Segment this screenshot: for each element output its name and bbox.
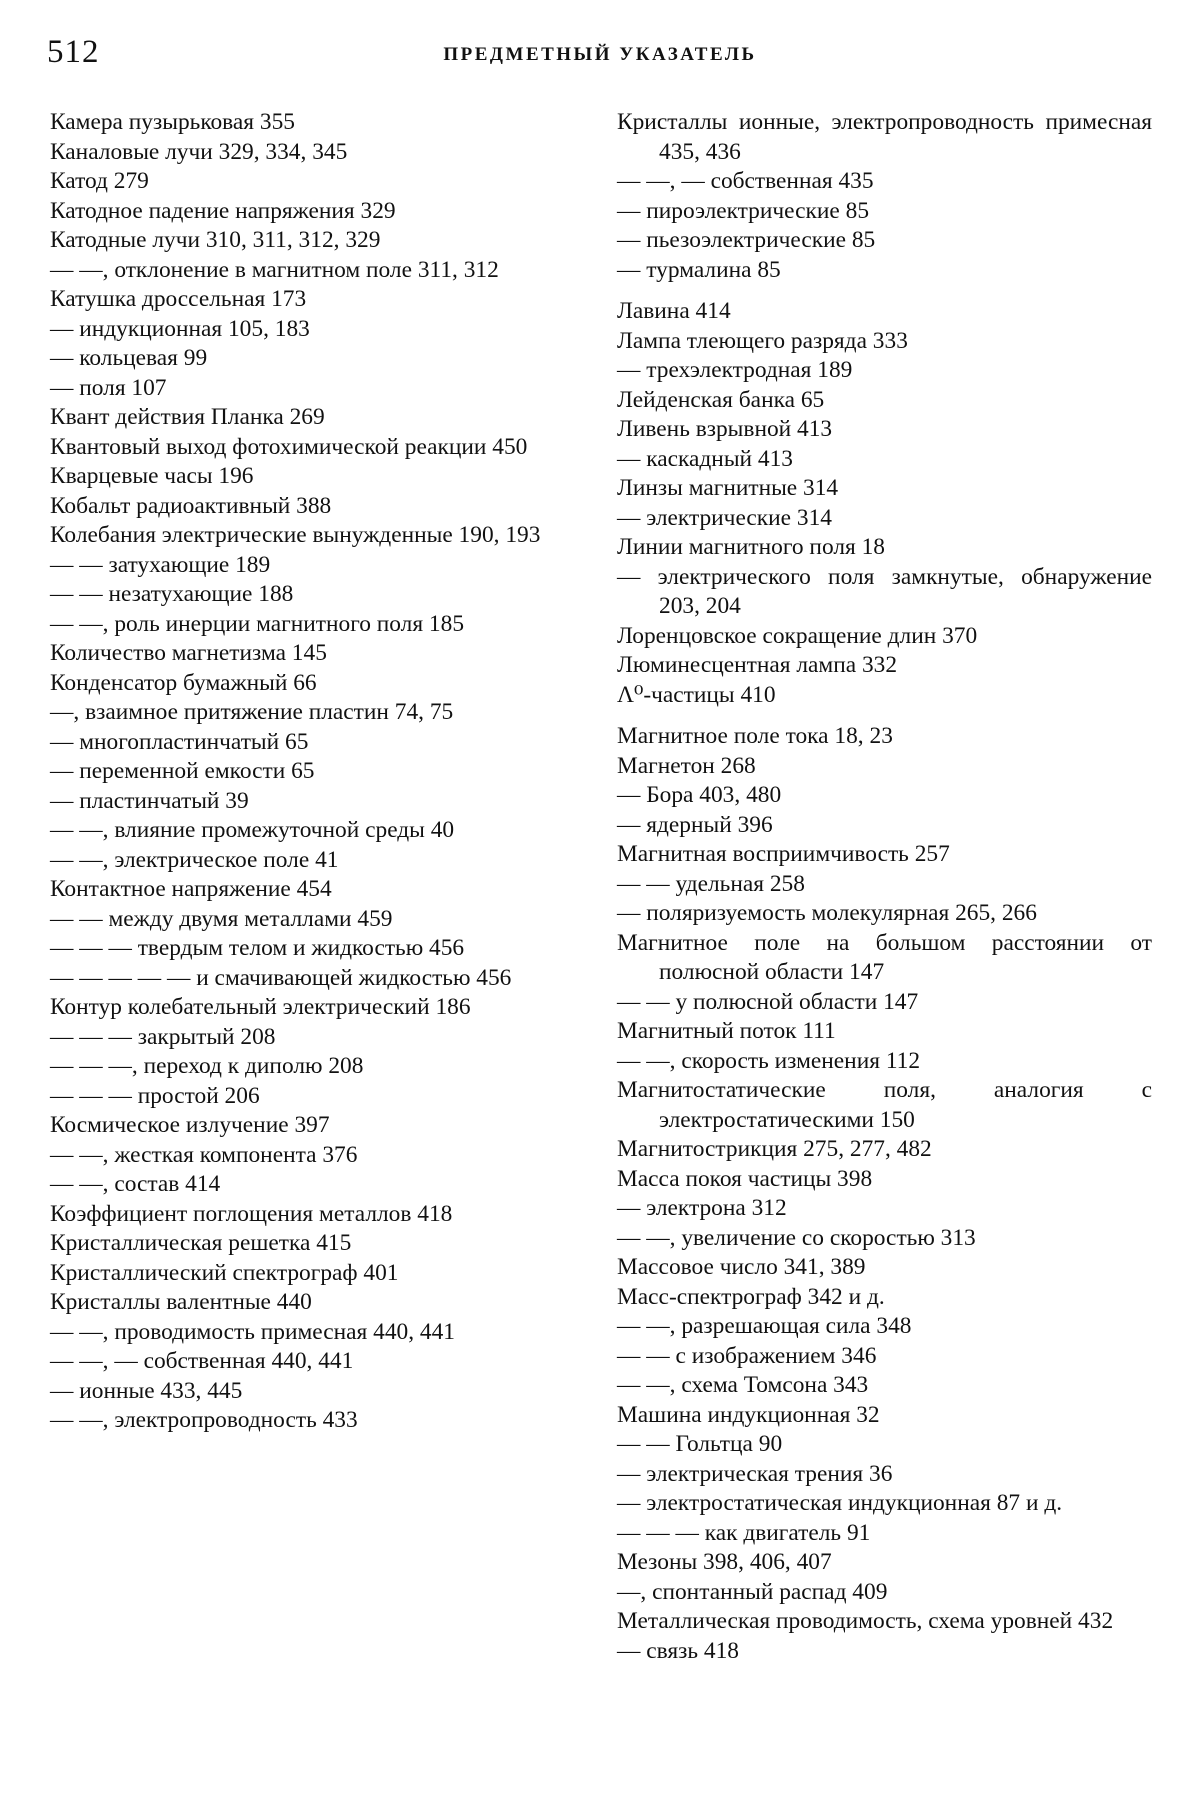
index-entry: Магнитострикция 275, 277, 482 — [617, 1136, 932, 1162]
index-entry: Катод 279 — [50, 168, 149, 194]
index-entry: — — удельная 258 — [617, 870, 805, 897]
index-entry: — электрического поля замкнутые, обнаружение 203, 204 — [617, 563, 1152, 619]
index-entry: — —, влияние промежуточной среды 40 — [50, 817, 455, 843]
index-entry: Люминесцентная лампа 332 — [617, 652, 898, 678]
index-entry: — —, — собственная 440, 441 — [50, 1348, 354, 1374]
index-entry: — —, увеличение со скоростью 313 — [617, 1224, 976, 1251]
index-entry: Масс-спектрограф 342 и д. — [617, 1283, 885, 1310]
index-entry: — переменной емкости 65 — [50, 758, 315, 784]
index-entry: Камера пузырьковая 355 — [50, 109, 295, 135]
index-entry: Коэффициент поглощения металлов 418 — [50, 1200, 453, 1227]
index-entry: — пьезоэлектрические 85 — [617, 227, 876, 253]
index-entry: — Бора 403, 480 — [617, 782, 782, 808]
index-entry: Машина индукционная 32 — [617, 1401, 880, 1428]
index-entry: Космическое излучение 397 — [50, 1112, 330, 1138]
index-entry: Кристаллы валентные 440 — [50, 1289, 312, 1315]
index-entry: Квант действия Планка 269 — [50, 404, 325, 430]
index-entry: Кристаллы ионные, электропроводность примесная 435, 436 — [617, 109, 1152, 165]
index-entry: — — — — — и смачивающей жидкостью 456 — [50, 964, 512, 991]
index-entry: Катодные лучи 310, 311, 312, 329 — [50, 227, 381, 253]
index-entry: Магнитное поле на большом расстоянии от полюсной области 147 — [617, 929, 1152, 985]
index-entry: — каскадный 413 — [617, 445, 793, 472]
index-entry: Лампа тлеющего разряда 333 — [617, 327, 908, 354]
index-entry: — — незатухающие 188 — [50, 581, 294, 607]
index-entry: Лоренцовское сокращение длин 370 — [617, 622, 978, 649]
index-entry: Магнитостатические поля, аналогия с электростатическими 150 — [617, 1077, 1152, 1133]
index-entry: Λ⁰-частицы 410 — [617, 681, 776, 708]
index-entry: — — — простой 206 — [50, 1082, 260, 1109]
index-entry: — пластинчатый 39 — [50, 787, 249, 814]
index-entry: Кобальт радиоактивный 388 — [50, 492, 332, 519]
index-entry: — —, схема Томсона 343 — [617, 1372, 869, 1398]
index-entry: Магнетон 268 — [617, 752, 756, 779]
index-entry: — —, роль инерции магнитного поля 185 — [50, 610, 465, 637]
running-head: ПРЕДМЕТНЫЙ УКАЗАТЕЛЬ — [443, 44, 757, 65]
index-entry: Конденсатор бумажный 66 — [50, 669, 317, 696]
index-entry: — электрические 314 — [617, 504, 832, 531]
index-entry: Кристаллическая решетка 415 — [50, 1230, 352, 1256]
index-entry: —, спонтанный распад 409 — [617, 1578, 888, 1605]
index-entry: Лейденская банка 65 — [617, 386, 825, 413]
index-entry: Колебания электрические вынужденные 190, 193 — [50, 522, 541, 548]
index-entry: Квантовый выход фотохимической реакции 450 — [50, 433, 528, 460]
index-entry: Масса покоя частицы 398 — [617, 1165, 873, 1192]
index-entry: — многопластинчатый 65 — [50, 728, 309, 755]
index-entry: — —, жесткая компонента 376 — [50, 1141, 358, 1168]
index-entry: Катодное падение напряжения 329 — [50, 197, 396, 224]
index-entry: — — затухающие 189 — [50, 551, 271, 578]
index-entry: Магнитный поток 111 — [617, 1018, 836, 1044]
index-entry: — — —, переход к диполю 208 — [50, 1053, 364, 1079]
index-entry: —, взаимное притяжение пластин 74, 75 — [50, 699, 454, 725]
index-entry: — ионные 433, 445 — [50, 1377, 243, 1404]
index-entry: — — — как двигатель 91 — [617, 1519, 871, 1546]
index-entry: Линзы магнитные 314 — [617, 475, 839, 501]
index-entry: Магнитное поле тока 18, 23 — [617, 723, 893, 749]
index-entry: — —, электрическое поле 41 — [50, 846, 339, 873]
index-entry: — —, — собственная 435 — [617, 168, 874, 194]
index-entry: — ядерный 396 — [617, 811, 773, 838]
index-entry: Каналовые лучи 329, 334, 345 — [50, 138, 348, 165]
index-entry: — индукционная 105, 183 — [50, 315, 310, 342]
index-entry: — — — закрытый 208 — [50, 1023, 276, 1050]
index-entry: Ливень взрывной 413 — [617, 416, 833, 442]
index-entry: — трехэлектродная 189 — [617, 357, 853, 383]
index-entry: — —, проводимость примесная 440, 441 — [50, 1318, 456, 1345]
index-entry: — связь 418 — [617, 1637, 739, 1664]
index-column-left — [50, 108, 580, 1436]
index-entry: Катушка дроссельная 173 — [50, 286, 307, 312]
index-entry: Массовое число 341, 389 — [617, 1254, 866, 1280]
index-entry: — турмалина 85 — [617, 256, 781, 283]
index-entry: — электростатическая индукционная 87 и д. — [617, 1490, 1063, 1516]
index-entry: — электрическая трения 36 — [617, 1460, 893, 1487]
index-entry: Кристаллический спектрограф 401 — [50, 1259, 399, 1286]
index-entry: Магнитная восприимчивость 257 — [617, 841, 950, 867]
index-entry: — — с изображением 346 — [617, 1342, 877, 1369]
index-entry: Линии магнитного поля 18 — [617, 534, 885, 560]
index-entry: — —, электропроводность 433 — [50, 1407, 358, 1433]
index-entry: Контур колебательный электрический 186 — [50, 994, 471, 1020]
index-entry: — кольцевая 99 — [50, 345, 208, 371]
index-entry: Количество магнетизма 145 — [50, 640, 327, 666]
index-entry: Кварцевые часы 196 — [50, 463, 254, 489]
index-entry: — —, скорость изменения 112 — [617, 1047, 921, 1074]
index-entry: Контактное напряжение 454 — [50, 876, 332, 902]
index-entry: — — Гольтца 90 — [617, 1431, 783, 1457]
index-entry: — пироэлектрические 85 — [617, 197, 870, 224]
index-entry: — поля 107 — [50, 374, 167, 401]
index-entry: — —, разрешающая сила 348 — [617, 1313, 912, 1339]
index-entry: — поляризуемость молекулярная 265, 266 — [617, 900, 1037, 926]
index-entry: — электрона 312 — [617, 1195, 787, 1221]
index-entry: — — у полюсной области 147 — [617, 988, 919, 1015]
index-entry: Мезоны 398, 406, 407 — [617, 1549, 832, 1575]
page-number: 512 — [47, 34, 100, 70]
index-column-right — [617, 108, 1152, 1666]
index-entry: Лавина 414 — [617, 298, 731, 324]
index-entry: Металлическая проводимость, схема уровней 432 — [617, 1608, 1114, 1634]
index-entry: — —, отклонение в магнитном поле 311, 312 — [50, 256, 499, 283]
index-entry: — —, состав 414 — [50, 1171, 221, 1197]
index-entry: — — между двумя металлами 459 — [50, 905, 393, 932]
index-entry: — — — твердым телом и жидкостью 456 — [50, 935, 465, 961]
